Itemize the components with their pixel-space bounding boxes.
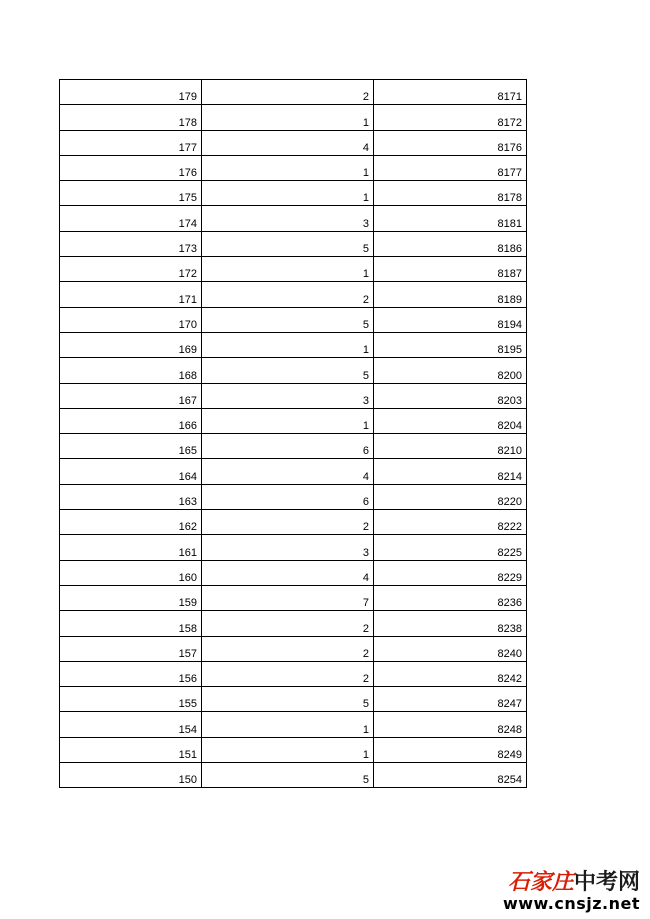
table-row — [60, 155, 527, 180]
score-cell: 178 — [60, 105, 202, 130]
score-cell: 157 — [60, 636, 202, 661]
count-cell: 1 — [202, 181, 374, 206]
table-row — [60, 484, 527, 509]
table-row — [60, 307, 527, 332]
table-row — [60, 611, 527, 636]
score-table-body — [60, 80, 527, 788]
table-row — [60, 712, 527, 737]
cumulative-cell: 8194 — [374, 307, 527, 332]
count-cell: 5 — [202, 687, 374, 712]
table-row — [60, 434, 527, 459]
table-row — [60, 383, 527, 408]
cumulative-cell: 8178 — [374, 181, 527, 206]
score-cell: 179 — [60, 80, 202, 105]
cumulative-cell: 8229 — [374, 560, 527, 585]
score-cell: 150 — [60, 763, 202, 788]
count-cell: 1 — [202, 155, 374, 180]
cumulative-cell: 8247 — [374, 687, 527, 712]
cumulative-cell: 8249 — [374, 737, 527, 762]
count-cell: 7 — [202, 585, 374, 610]
score-cell: 164 — [60, 459, 202, 484]
table-row — [60, 535, 527, 560]
count-cell: 1 — [202, 408, 374, 433]
table-row — [60, 181, 527, 206]
score-cell: 165 — [60, 434, 202, 459]
count-cell: 5 — [202, 763, 374, 788]
cumulative-cell: 8176 — [374, 130, 527, 155]
score-cell: 171 — [60, 282, 202, 307]
count-cell: 2 — [202, 661, 374, 686]
table-row — [60, 763, 527, 788]
score-cell: 177 — [60, 130, 202, 155]
count-cell: 6 — [202, 484, 374, 509]
watermark-script-text: 石家庄 — [507, 869, 574, 895]
table-row — [60, 80, 527, 105]
score-cell: 172 — [60, 257, 202, 282]
score-cell: 168 — [60, 358, 202, 383]
watermark-plain-text: 中考网 — [573, 870, 640, 895]
score-cell: 176 — [60, 155, 202, 180]
cumulative-cell: 8254 — [374, 763, 527, 788]
site-watermark — [503, 870, 640, 913]
score-cell: 174 — [60, 206, 202, 231]
count-cell: 2 — [202, 636, 374, 661]
cumulative-cell: 8203 — [374, 383, 527, 408]
score-cell: 175 — [60, 181, 202, 206]
table-row — [60, 282, 527, 307]
score-cell: 170 — [60, 307, 202, 332]
table-row — [60, 661, 527, 686]
count-cell: 3 — [202, 383, 374, 408]
cumulative-cell: 8248 — [374, 712, 527, 737]
cumulative-cell: 8240 — [374, 636, 527, 661]
cumulative-cell: 8195 — [374, 332, 527, 357]
count-cell: 4 — [202, 560, 374, 585]
cumulative-cell: 8187 — [374, 257, 527, 282]
cumulative-cell: 8172 — [374, 105, 527, 130]
cumulative-cell: 8238 — [374, 611, 527, 636]
table-row — [60, 510, 527, 535]
cumulative-cell: 8200 — [374, 358, 527, 383]
cumulative-cell: 8236 — [374, 585, 527, 610]
cumulative-cell: 8210 — [374, 434, 527, 459]
table-row — [60, 231, 527, 256]
count-cell: 5 — [202, 231, 374, 256]
watermark-logo — [503, 870, 640, 895]
table-row — [60, 105, 527, 130]
score-cell: 173 — [60, 231, 202, 256]
table-row — [60, 459, 527, 484]
score-cell: 154 — [60, 712, 202, 737]
count-cell: 4 — [202, 130, 374, 155]
cumulative-cell: 8181 — [374, 206, 527, 231]
score-cell: 169 — [60, 332, 202, 357]
score-cell: 158 — [60, 611, 202, 636]
cumulative-cell: 8220 — [374, 484, 527, 509]
table-row — [60, 737, 527, 762]
count-cell: 6 — [202, 434, 374, 459]
score-cell: 161 — [60, 535, 202, 560]
cumulative-cell: 8186 — [374, 231, 527, 256]
table-row — [60, 257, 527, 282]
count-cell: 1 — [202, 332, 374, 357]
score-cell: 167 — [60, 383, 202, 408]
cumulative-cell: 8222 — [374, 510, 527, 535]
count-cell: 5 — [202, 358, 374, 383]
count-cell: 5 — [202, 307, 374, 332]
count-cell: 1 — [202, 105, 374, 130]
score-cell: 163 — [60, 484, 202, 509]
table-row — [60, 585, 527, 610]
cumulative-cell: 8214 — [374, 459, 527, 484]
score-cell: 155 — [60, 687, 202, 712]
count-cell: 3 — [202, 206, 374, 231]
table-row — [60, 560, 527, 585]
cumulative-cell: 8225 — [374, 535, 527, 560]
score-cell: 151 — [60, 737, 202, 762]
table-row — [60, 206, 527, 231]
count-cell: 2 — [202, 510, 374, 535]
cumulative-cell: 8189 — [374, 282, 527, 307]
count-cell: 1 — [202, 257, 374, 282]
cumulative-cell: 8177 — [374, 155, 527, 180]
score-cell: 160 — [60, 560, 202, 585]
score-cell: 166 — [60, 408, 202, 433]
cumulative-cell: 8242 — [374, 661, 527, 686]
count-cell: 2 — [202, 80, 374, 105]
table-row — [60, 358, 527, 383]
cumulative-cell: 8171 — [374, 80, 527, 105]
score-cell: 162 — [60, 510, 202, 535]
cumulative-cell: 8204 — [374, 408, 527, 433]
count-cell: 1 — [202, 712, 374, 737]
watermark-url: www.cnsjz.net — [502, 894, 640, 913]
score-cell: 159 — [60, 585, 202, 610]
table-row — [60, 687, 527, 712]
table-row — [60, 636, 527, 661]
count-cell: 4 — [202, 459, 374, 484]
score-cell: 156 — [60, 661, 202, 686]
table-row — [60, 332, 527, 357]
table-row — [60, 130, 527, 155]
table-row — [60, 408, 527, 433]
count-cell: 3 — [202, 535, 374, 560]
count-cell: 2 — [202, 611, 374, 636]
count-cell: 2 — [202, 282, 374, 307]
score-table — [59, 79, 527, 788]
count-cell: 1 — [202, 737, 374, 762]
